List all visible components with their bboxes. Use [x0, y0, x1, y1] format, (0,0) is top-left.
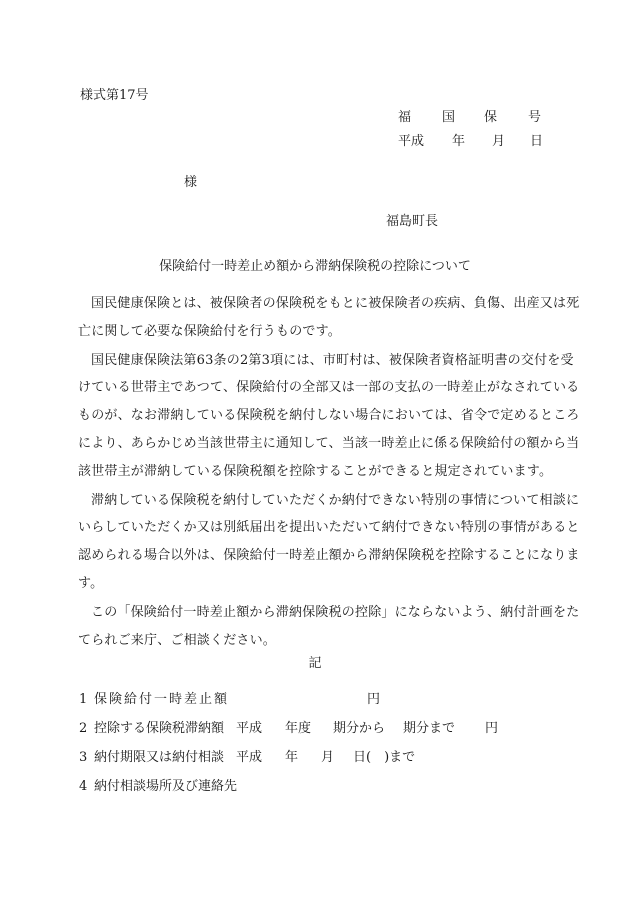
item-number: 3: [79, 750, 88, 765]
item-number: 4: [79, 779, 88, 794]
item-list: [79, 690, 559, 806]
doc-number-category: 国: [442, 110, 456, 125]
list-item: [79, 690, 559, 719]
item-month: 月: [321, 750, 335, 765]
item-label: 控除する保険税滞納額: [94, 721, 225, 736]
paragraph-4: この「保険給付一時差止額から滞納保険税の控除」にならないよう、納付計画をたてられご来庁、ご相談ください。: [78, 604, 580, 648]
item-year: 年: [285, 750, 299, 765]
list-item: [79, 719, 559, 748]
issue-date: [398, 130, 543, 149]
item-number: 2: [79, 721, 88, 736]
item-period-from: 期分から: [333, 721, 386, 736]
item-yen: 円: [485, 721, 499, 736]
item-era: 平成: [236, 750, 263, 765]
date-month: 月: [492, 134, 506, 149]
list-item: [79, 777, 559, 806]
item-era: 平成: [236, 721, 263, 736]
paragraph-3: 滞納している保険税を納付していただくか納付できない特別の事情について相談にいらしていただくか又は別紙届出を提出いただいて納付できない特別の事情があると認められる場合以外は、保険給付一時差止額から滞納保険税を控除することになります。: [78, 492, 580, 591]
item-label: 納付相談場所及び連絡先: [94, 779, 238, 794]
item-day: 日( )まで: [353, 750, 416, 765]
item-label: 保険給付一時差止額: [94, 692, 230, 707]
item-period-to: 期分まで: [403, 721, 456, 736]
doc-number-prefix: 福: [398, 110, 412, 125]
paragraph-2: 国民健康保険法第63条の2第3項には、市町村は、被保険者資格証明書の交付を受けている世帯主であつて、保険給付の全部又は一部の支払の一時差止がなされているものが、なお滞納している保険税を納付しない場合においては、省令で定めるところにより、あらかじめ当該世帯主に通知して、当該一時差止に係る保険給付の額から当該世帯主が滞納している保険税額を控除することができると規定されています。: [78, 352, 580, 479]
doc-number-suffix: 号: [528, 110, 542, 125]
item-number: 1: [79, 692, 88, 707]
sender: 福島町長: [386, 214, 439, 229]
form-number: 様式第17号: [80, 88, 149, 103]
document-number: [398, 106, 541, 125]
date-era: 平成: [398, 134, 425, 149]
item-label: 納付期限又は納付相談: [94, 750, 225, 765]
doc-number-type: 保: [484, 110, 498, 125]
date-year: 年: [452, 134, 466, 149]
body-text: [78, 290, 580, 655]
date-day: 日: [530, 134, 544, 149]
document-title: 保険給付一時差止め額から滞納保険税の控除について: [159, 259, 471, 274]
item-yen: 円: [367, 692, 381, 707]
list-item: [79, 748, 559, 777]
paragraph-1: 国民健康保険とは、被保険者の保険税をもとに被保険者の疾病、負傷、出産又は死亡に関して必要な保険給付を行うものです。: [78, 296, 580, 339]
addressee: 様: [184, 175, 198, 190]
item-fiscal-year: 年度: [285, 721, 312, 736]
ki-heading: 記: [308, 656, 322, 671]
